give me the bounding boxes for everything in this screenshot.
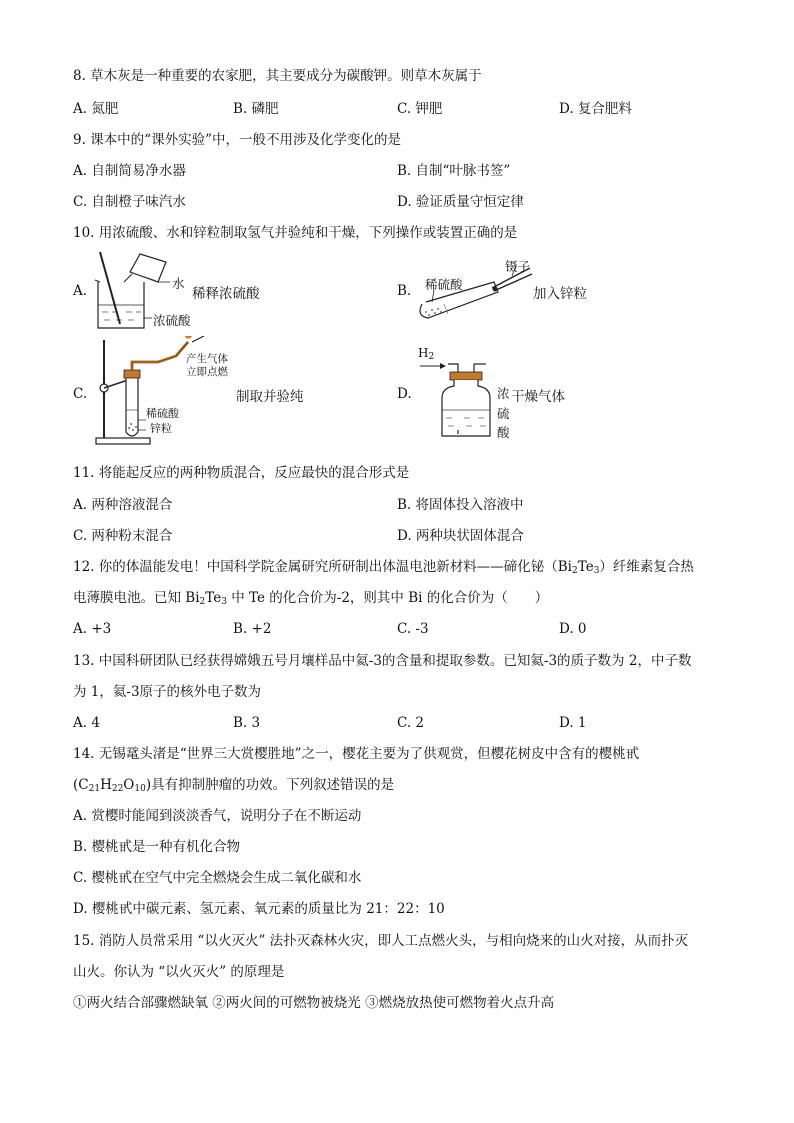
q10-option-a-letter: A.: [73, 283, 88, 299]
q13-stem-line2: 为 1，氦-3原子的核外电子数为: [73, 684, 262, 700]
water-label: 水: [172, 276, 185, 291]
q8-stem: 8. 草木灰是一种重要的农家肥，其主要成分为碳酸钾。则草木灰属于: [73, 68, 482, 84]
q8-option-c: C. 钾肥: [397, 101, 443, 117]
q11-option-d: D. 两种块状固体混合: [397, 528, 524, 544]
q10-stem: 10. 用浓硫酸、水和锌粒制取氢气并验纯和干燥，下列操作或装置正确的是: [73, 225, 518, 241]
q12-stem-line1: 12. 你的体温能发电！中国科学院金属研究所研制出体温电池新材料——碲化铋$(Bi_2Te_3)$纤维素复合热: [73, 559, 694, 576]
q10-c-caption: 制取并验纯: [236, 389, 304, 405]
q8-option-d: D. 复合肥料: [559, 101, 632, 117]
q11-stem: 11. 将能起反应的两种物质混合，反应最快的混合形式是: [73, 465, 410, 481]
q10-d-caption: 干燥气体: [511, 389, 565, 405]
q13-stem-line1: 13. 中国科研团队已经获得嫦娥五号月壤样品中氦-3的含量和提取参数。已知氦-3的质子数为 2，中子数: [73, 653, 692, 669]
conc-label-1: 浓: [497, 386, 510, 401]
conc-acid-label: 浓硫酸: [153, 313, 191, 328]
q8-option-b: B. 磷肥: [233, 101, 279, 117]
tweezers-label: 镊子: [505, 259, 531, 274]
q9-option-a: A. 自制简易净水器: [73, 163, 186, 179]
q14-option-b: B. 樱桃甙是一种有机化合物: [73, 839, 241, 855]
q13-option-c: C. 2: [397, 715, 425, 731]
q12-stem-line2: 电薄膜电池。已知 $Bi_2Te_3$ 中 Te 的化合价为-2，则其中 Bi 的化合价为（ ）: [73, 590, 549, 607]
dilute-acid-label-b: 稀硫酸: [425, 277, 463, 292]
q10-option-d-letter: D.: [397, 386, 412, 402]
q9-option-b: B. 自制“叶脉书签”: [397, 163, 511, 179]
q10-option-c-letter: C.: [73, 386, 88, 402]
conc-label-2: 硫: [497, 406, 510, 421]
dilute-acid-label-c: 稀硫酸: [146, 407, 179, 420]
q14-stem-line1: 14. 无锡鼋头渚是“世界三大赏樱胜地”之一，樱花主要为了供观赏，但樱花树皮中含有的樱桃甙: [73, 746, 640, 762]
gas-drying-bottle-figure: [418, 358, 500, 440]
q10-b-caption: 加入锌粒: [533, 286, 587, 302]
q9-option-d: D. 验证质量守恒定律: [397, 194, 524, 210]
q12-option-c: C. -3: [397, 621, 429, 637]
q14-option-d: D. 樱桃甙中碳元素、氢元素、氧元素的质量比为 21：22：10: [73, 901, 445, 917]
q11-option-c: C. 两种粉末混合: [73, 528, 173, 544]
q9-option-c: C. 自制橙子味汽水: [73, 194, 186, 210]
q11-option-a: A. 两种溶液混合: [73, 497, 173, 513]
q14-option-a: A. 赏樱时能闻到淡淡香气，说明分子在不断运动: [73, 808, 362, 824]
gas-produced-label: 产生气体: [186, 353, 228, 365]
q13-option-d: D. 1: [559, 715, 587, 731]
h2-label: $H_2$: [418, 346, 435, 362]
q12-option-d: D. 0: [559, 621, 587, 637]
q12-option-b: B. +2: [233, 621, 272, 637]
q8-option-a: A. 氮肥: [73, 101, 119, 117]
q14-stem-line2: $(C_{21}H_{22}O_{10})$具有抑制肿瘤的功效。下列叙述错误的是: [73, 777, 395, 794]
q13-option-a: A. 4: [73, 715, 100, 731]
conc-label-3: 酸: [497, 425, 510, 440]
zinc-granules-label: 锌粒: [150, 422, 172, 435]
q13-option-b: B. 3: [233, 715, 261, 731]
q12-option-a: A. +3: [73, 621, 112, 637]
q15-statements: ①两火结合部骤燃缺氧 ②两火间的可燃物被烧光 ③燃烧放热使可燃物着火点升高: [73, 995, 555, 1011]
q15-stem-line1: 15. 消防人员常采用 “以火灭火” 法扑灭森林火灾，即人工点燃火头，与相向烧来的山火对接，从而扑灭: [73, 933, 689, 949]
q15-stem-line2: 山火。你认为 “以火灭火” 的原理是: [73, 964, 285, 980]
q10-a-caption: 稀释浓硫酸: [192, 286, 260, 302]
q14-option-c: C. 樱桃甙在空气中完全燃烧会生成二氧化碳和水: [73, 870, 362, 886]
q10-option-b-letter: B.: [397, 283, 412, 299]
q9-stem: 9. 课本中的“课外实验”中，一般不用涉及化学变化的是: [73, 132, 401, 148]
ignite-immediately-label: 立即点燃: [186, 366, 228, 378]
q11-option-b: B. 将固体投入溶液中: [397, 497, 524, 513]
